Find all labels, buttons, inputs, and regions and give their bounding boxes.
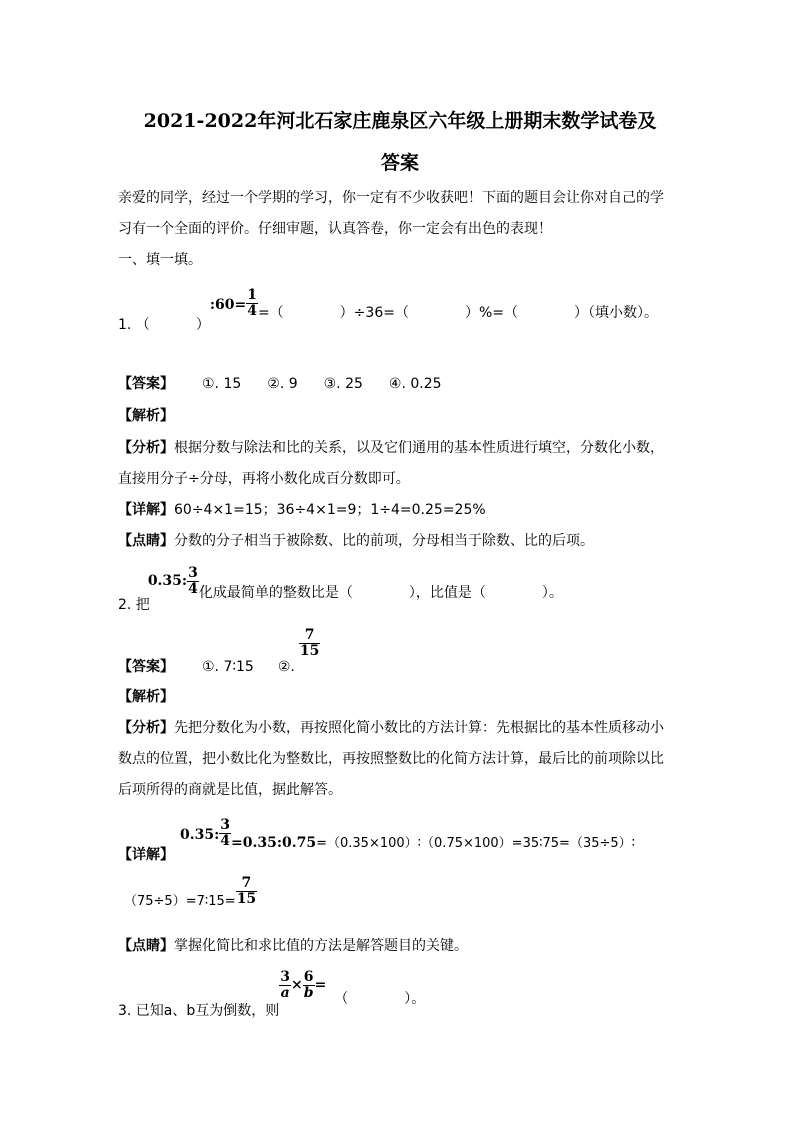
fenxi-tag: 【分析】 [118, 440, 174, 456]
q2-fraction-denominator: 4 [188, 580, 198, 597]
q3-blank: （ ）。 [334, 991, 426, 1008]
intro-line2: 习有一个全面的评价。仔细审题，认真答卷，你一定会有出色的表现！ [118, 221, 552, 237]
q1-jiexi: 【解析】 [118, 408, 174, 424]
question-1 [118, 287, 658, 334]
q1-answer-4: ④. 0.25 [388, 376, 442, 392]
q1-fraction-numerator: 1 [247, 287, 257, 303]
dianjing-tag: 【点睛】 [118, 533, 174, 549]
fenxi-tag: 【分析】 [118, 720, 174, 736]
q3-text: 3. 已知a、b互为倒数，则 [118, 1003, 280, 1020]
q1-close-paren: ） [195, 317, 210, 334]
q2-answer [118, 627, 320, 676]
q2-number: 2. 把 [118, 597, 150, 614]
q1-xiangjie [118, 499, 486, 519]
q1-answer-2: ②. 9 [267, 376, 298, 392]
document-title-line2: 答案 [380, 152, 419, 174]
q2-xj-math-mid: =0.35:0.75 [231, 835, 317, 852]
q1-fenxi-line1 [118, 437, 664, 457]
q1-number: 1. （ [118, 317, 150, 334]
q1-answer [118, 373, 442, 393]
q2-xj-fraction2-denominator: 15 [236, 890, 257, 907]
question-3 [118, 969, 426, 1020]
q3-fraction-1-numerator: 3 [280, 969, 291, 985]
q3-fraction-2-denominator: b [303, 984, 314, 1001]
q2-answer-1: ①. 7∶15 [202, 659, 254, 676]
xiangjie-tag: 【详解】 [118, 502, 174, 518]
answer-tag: 【答案】 [118, 376, 174, 392]
q3-fraction-1-denominator: a [280, 984, 290, 1001]
q2-fraction [187, 566, 199, 596]
q2-fenxi-text1: 先把分数化为小数，再按照化简小数比的方法计算：先根据比的基本性质移动小 [174, 720, 664, 736]
q1-dianjing-text: 分数的分子相当于被除数、比的前项，分母相当于除数、比的后项。 [174, 533, 594, 549]
q2-xj-fraction [219, 818, 231, 848]
q1-fenxi-text1: 根据分数与除法和比的关系，以及它们通用的基本性质进行填空，分数化小数， [174, 440, 664, 456]
q2-fenxi-line3: 后项所得的商就是比值，据此解答。 [118, 782, 342, 798]
q2-xiangjie-line1 [118, 817, 636, 864]
q3-times: × [291, 977, 303, 994]
q2-answer-2-fraction [299, 628, 320, 658]
q2-jiexi: 【解析】 [118, 689, 174, 705]
q2-answer-2-prefix: ②. [277, 659, 295, 676]
q2-xj-fraction2-numerator: 7 [241, 875, 252, 891]
q2-xj-fraction-numerator: 3 [220, 817, 231, 833]
section-heading: 一、填一填。 [118, 252, 202, 268]
q2-dianjing [118, 935, 468, 955]
q1-answer-1: ①. 15 [202, 376, 242, 392]
q2-fenxi-line1 [118, 717, 664, 737]
xiangjie-tag: 【详解】 [118, 847, 174, 864]
q1-fraction [246, 288, 258, 318]
answer-tag: 【答案】 [118, 659, 174, 676]
q3-fraction-2-numerator: 6 [303, 969, 314, 985]
q2-xj-math-prefix: 0.35: [180, 827, 220, 844]
q3-fraction-1 [279, 970, 291, 1000]
q2-answer-2-numerator: 7 [304, 627, 315, 643]
q2-xj-fraction2 [236, 876, 257, 906]
q1-dianjing [118, 530, 594, 550]
q2-fraction-numerator: 3 [188, 565, 198, 581]
q1-answer-3: ③. 25 [323, 376, 363, 392]
q2-xj-text1: =（0.35×100）∶（0.75×100）=35∶75=（35÷5）∶ [316, 836, 636, 852]
dianjing-tag: 【点睛】 [118, 938, 174, 954]
q2-answer-2-denominator: 15 [299, 642, 320, 659]
q1-math-prefix: :60= [209, 297, 247, 314]
q1-fraction-denominator: 4 [247, 302, 257, 319]
document-title-line1: 2021-2022年河北石家庄鹿泉区六年级上册期末数学试卷及 [143, 110, 657, 132]
q1-fenxi-line2: 直接用分子÷分母，再将小数化成百分数即可。 [118, 471, 410, 487]
q2-text: 化成最简单的整数比是（ ），比值是（ ）。 [198, 585, 563, 602]
q2-fenxi-line2: 数点的位置，把小数比化为整数比，再按照整数比的化简方法计算，最后比的前项除以比 [118, 751, 664, 767]
intro-line1: 亲爱的同学，经过一个学期的学习，你一定有不少收获吧！下面的题目会让你对自己的学 [118, 190, 664, 206]
q2-xiangjie-line2 [124, 875, 257, 910]
q1-rest: =（ ）÷36=（ ）%=（ ）（填小数）。 [257, 305, 658, 322]
q2-xj-fraction-denominator: 4 [220, 832, 231, 849]
question-2 [118, 565, 563, 614]
q2-dianjing-text: 掌握化简比和求比值的方法是解答题目的关键。 [174, 938, 468, 954]
q2-math-prefix: 0.35: [147, 573, 188, 590]
q3-equals: = [314, 977, 327, 994]
q2-xj-text2: （75÷5）=7∶15= [124, 894, 236, 910]
q1-xiangjie-text: 60÷4×1=15；36÷4×1=9；1÷4=0.25=25% [174, 502, 486, 518]
q3-fraction-2 [303, 970, 315, 1000]
